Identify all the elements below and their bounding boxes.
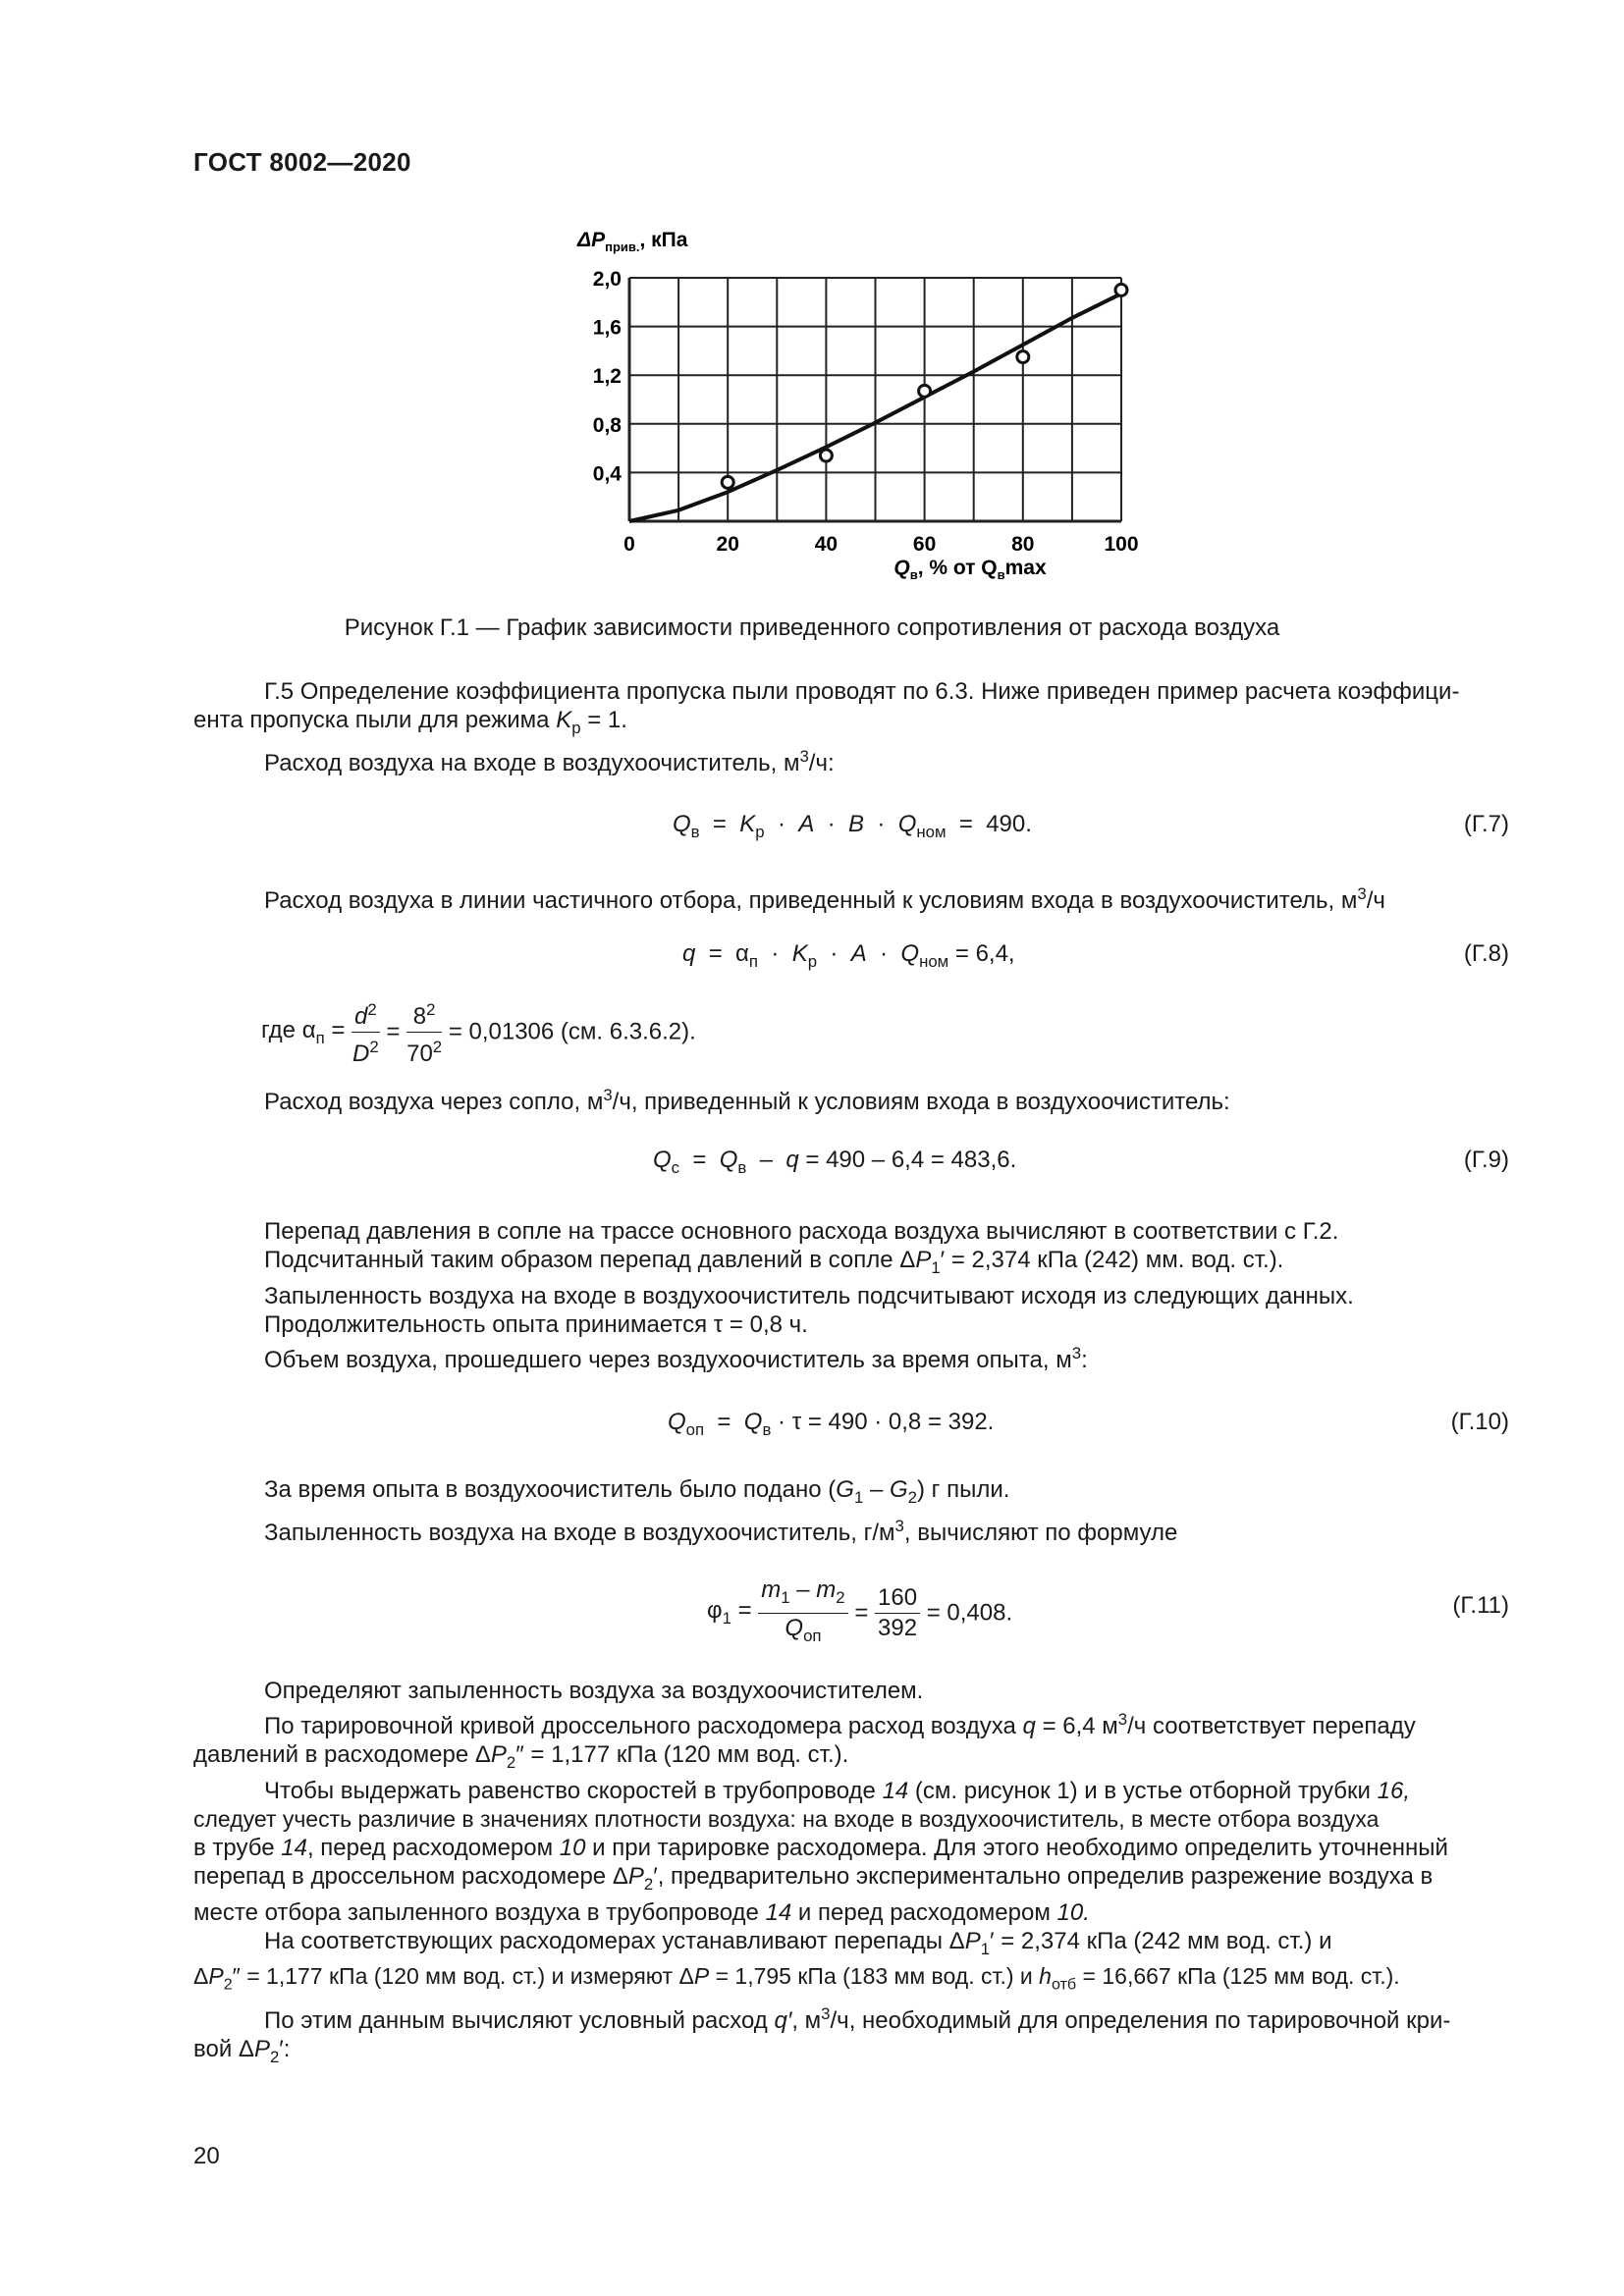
- x-tick-label: 40: [814, 533, 839, 556]
- x-tick-label: 20: [716, 533, 739, 556]
- y-tick-label: 1,6: [592, 316, 622, 340]
- data-point: [919, 385, 931, 397]
- paragraph: Расход воздуха через сопло, $м^3/ч$, приведенный к условиям входа в воздухоочиститель:: [264, 1086, 1230, 1115]
- x-tick-label: 80: [1011, 533, 1035, 556]
- data-point: [820, 450, 832, 461]
- data-point: [1115, 284, 1127, 295]
- equation-number: (Г.11): [1452, 1592, 1509, 1619]
- paragraph-final: Определяют запыленность воздуха за воздухоочистителем. По тарировочной кривой дроссельного расходомера расход воздуха q = 6,4 $м^3/ч$ соответствует перепаду давлений в расходомере $\Delta P_2'' = 1,177$ кПа (120 мм вод. ст.). Чтобы выдержать равенство скоростей в трубопроводе 14 (см. рисунок 1) и в устье отборной трубки 16, следует учесть различие в значениях плотности воздуха: на входе в воздухоочиститель, в месте отбора воздуха в трубе 14, перед расходомером 10 и при тарировке расходомера. Для этого необходимо определить уточненный перепад в дроссельном расходомере $\Delta P_2'$, предварительно экспериментально определив разрежение воздуха в месте отбора запыленного воздуха в трубопроводе 14 и перед расходомером 10. На соответствующих расходомерах устанавливают перепады $\Delta P_1' = 2,374$ кПа (242 мм вод. ст.) и $\Delta P_2'' = 1,177$ кПа (120 мм вод. ст.) и измеряют ΔP = 1,795 кПа (183 мм вод. ст.) и $h_{отб} = 16,667$ кПа (125 мм вод. ст.). По этим данным вычисляют условный расход q′, $м^3/ч$, необходимый для определения по тарировочной кри- вой $\Delta P_2'$:: [193, 1678, 1451, 2066]
- equation-number: (Г.7): [1463, 811, 1509, 837]
- chart: [550, 221, 1159, 594]
- x-tick-label: 0: [623, 533, 635, 556]
- data-point: [1017, 351, 1029, 363]
- y-axis-label: $\Delta P_{прив.}$, кПа: [577, 229, 688, 254]
- y-tick-label: 2,0: [592, 268, 622, 291]
- paragraph-block: За время опыта в воздухоочиститель было подано $(G_1 - G_2)$ г пыли. Запыленность воздуха на входе в воздухоочиститель, $г/м^3$, вычисляют по формуле: [264, 1476, 1178, 1546]
- x-axis-label: $Q_в$, % от $Q_в\max$: [893, 557, 1047, 582]
- equation-number: (Г.9): [1463, 1147, 1509, 1173]
- paragraph-block: Перепад давления в сопле на трассе основного расхода воздуха вычисляют в соответствии с Г.2. Подсчитанный таким образом перепад давлений в сопле $\Delta P_1' = 2,374$ кПа (242) мм. вод. ст.). Запыленность воздуха на входе в воздухоочиститель подсчитывают исходя из следующих данных. Продолжительность опыта принимается τ = 0,8 ч. Объем воздуха, прошедшего через воздухоочиститель за время опыта, $м^3$:: [264, 1218, 1354, 1373]
- equation-g9: $Q_с = Q_в - q = 490 - 6,4 = 483,6$.: [653, 1147, 1017, 1177]
- text-line: Г.5 Определение коэффициента пропуска пыли проводят по 6.3. Ниже приведен пример расчета коэффици-: [264, 678, 1460, 705]
- equation-g7: $Q_в = K_р \cdot A \cdot B \cdot Q_{ном} = 490$.: [673, 811, 1032, 841]
- text-line: Расход воздуха на входе в воздухоочиститель, м: [264, 749, 800, 776]
- y-tick-label: 0,8: [592, 413, 622, 437]
- equation-g10: $Q_{оп} = Q_в \cdot \tau = 490 \cdot 0,8 = 392$.: [668, 1409, 995, 1439]
- text-line: ента пропуска пыли для режима: [193, 707, 550, 733]
- equation-g8: $q = \alpha_п \cdot K_р \cdot A \cdot Q_{ном} = 6,4$,: [682, 940, 1015, 971]
- data-point: [722, 476, 733, 488]
- document-code: ГОСТ 8002—2020: [193, 147, 411, 177]
- alpha-definition: где $\alpha_п$ = $\frac{d^2}{D^2}$ = $\frac{8^2}{70^2}$ = 0,01306 (см. 6.3.6.2).: [261, 995, 696, 1069]
- page-number: 20: [193, 2143, 220, 2169]
- equation-number: (Г.10): [1450, 1409, 1509, 1435]
- x-tick-label: 60: [912, 533, 937, 556]
- equation-number: (Г.8): [1463, 940, 1509, 967]
- equation-g11: $\varphi_1$ = $\frac{m_1 - m_2}{Q_{оп}}$ = $\frac{160}{392}$ = 0,408.: [707, 1576, 1013, 1645]
- paragraph-g5: Г.5 Определение коэффициента пропуска пыли проводят по 6.3. Ниже приведен пример расчета коэффици- ента пропуска пыли для режима $K_р = 1$. Расход воздуха на входе в воздухоочиститель, $м^3/ч$:: [193, 678, 1460, 776]
- y-tick-label: 1,2: [592, 365, 622, 389]
- paragraph: Расход воздуха в линии частичного отбора, приведенный к условиям входа в воздухоочиститель, $м^3/ч$: [264, 884, 1385, 914]
- figure-caption: Рисунок Г.1 — График зависимости приведенного сопротивления от расхода воздуха: [344, 614, 1280, 641]
- x-tick-label: 100: [1104, 533, 1139, 556]
- y-tick-label: 0,4: [592, 462, 622, 486]
